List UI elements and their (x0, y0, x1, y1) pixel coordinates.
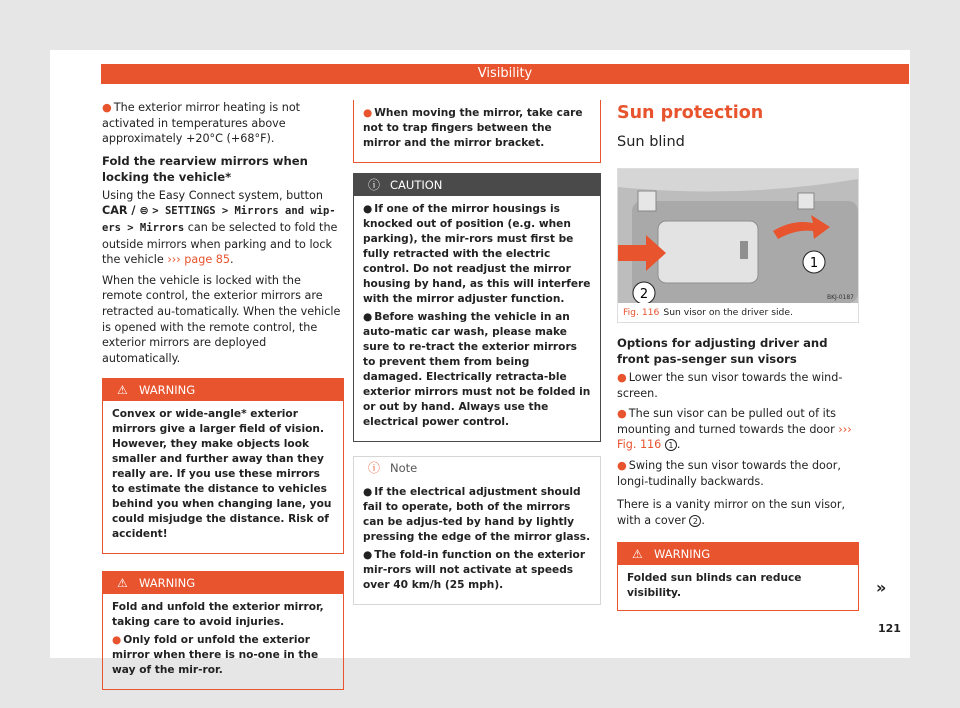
page-number: 121 (878, 622, 901, 635)
warning-continuation (353, 100, 601, 163)
section-heading: Options for adjusting driver and front pas-senger sun visors (617, 336, 828, 366)
note-title: Note (390, 461, 418, 475)
bullet-icon: ● (617, 371, 627, 384)
section-heading: Fold the rearview mirrors when locking the vehicle* (102, 153, 308, 184)
paragraph: When the vehicle is locked with the remote control, the exterior mirrors are retracted au-tomatically. When the vehicle is opened with the remote control, the exterior mirrors are deployed automatically. (102, 273, 341, 365)
continued-marker: » (876, 578, 887, 597)
caution-bullet (363, 310, 591, 430)
note-bar (354, 457, 600, 479)
warning-box (102, 378, 344, 554)
warning-icon: ⚠ (117, 383, 128, 398)
bullet-icon: ● (102, 101, 112, 114)
list-item: ● The sun visor can be pulled out of its mounting and turned towards the door ››› Fig. 116 1 . (617, 407, 852, 452)
bullet-icon: ● (363, 107, 373, 119)
text: If the electrical adjustment should fail to operate, both of the mirrors can be adjus-ted by hand by lightly pressing the edge of the mirror glass. (363, 486, 591, 543)
page-header: Visibility (101, 64, 909, 84)
warning-bar (103, 379, 343, 401)
menu-path: > SETTINGS > Mirrors and wip-ers > Mirrors (102, 205, 336, 234)
caption-text: Sun visor on the driver side. (663, 307, 793, 318)
warning-title: WARNING (654, 547, 711, 562)
figure-label: Fig. 116 (623, 307, 660, 318)
warning-icon: ⚠ (632, 547, 643, 562)
text: Lower the sun visor towards the wind-screen. (617, 371, 843, 400)
callout-1: 1 (809, 256, 819, 271)
bullet-icon: ● (112, 634, 122, 647)
note-icon: ⓘ (368, 461, 381, 475)
figure (617, 168, 859, 323)
info-circle-icon: ⓘ (368, 178, 381, 192)
note-box (353, 456, 601, 605)
sun-visor-illustration (618, 169, 858, 303)
caution-title: CAUTION (390, 178, 443, 192)
subsection-title: Sun blind (617, 134, 685, 150)
text: Only fold or unfold the exterior mirror when there is no-one in the way of the mir-ror. (112, 634, 319, 677)
warning-bar (103, 572, 343, 594)
bullet-icon: ● (363, 203, 373, 215)
warning-box (102, 571, 344, 690)
warning-box (617, 542, 859, 611)
caution-bullet (363, 202, 591, 307)
caution-box (353, 173, 601, 442)
warning-bullet (112, 633, 334, 678)
note-bullet (363, 548, 591, 593)
text: Using the Easy Connect system, button (102, 188, 323, 202)
warning-bullet (363, 106, 591, 151)
warning-text: Folded sun blinds can reduce visibility. (627, 572, 802, 600)
column-3 (617, 100, 859, 611)
figure-caption (623, 306, 793, 320)
text: If one of the mirror housings is knocked out of position (e.g. when parking), the mir-rors must first be fully retracted with the electric control. Do not readjust the mirror housing by hand, as this will interfere with the mirror adjuster function. (363, 203, 591, 305)
caution-bar (354, 174, 600, 196)
note-bullet (363, 485, 591, 545)
text: The exterior mirror heating is not activated in temperatures above approximately +20°C (+68°F). (102, 101, 301, 146)
column-1 (102, 100, 344, 690)
paragraph: Using the Easy Connect system, button CAR / ⊜ > SETTINGS > Mirrors and wip-ers > Mirrors can be selected to fold the outside mirrors when parking and to lock the vehicle ››› page 85. (102, 188, 338, 267)
warning-icon: ⚠ (117, 576, 128, 591)
callout-ref-2: 2 (689, 515, 701, 527)
text: There is a vanity mirror on the sun visor, with a cover (617, 498, 846, 527)
warning-text: Convex or wide-angle* exterior mirrors give a larger field of vision. However, they make objects look smaller and further away than they really are. If you use these mirrors to estimate the distance to vehicles behind you when changing lane, you could misjudge the distance. Risk of accident! (112, 408, 332, 541)
text: The fold-in function on the exterior mir-rors will not activate at speeds over 40 km/h (25 mph). (363, 549, 586, 591)
callout-2: 2 (639, 287, 649, 302)
paragraph (102, 100, 344, 147)
warning-bar (618, 543, 858, 565)
figure-link[interactable]: ››› Fig. 116 (617, 422, 852, 452)
bullet-icon: ● (617, 458, 627, 472)
car-icon: CAR / ⊜ (102, 204, 149, 218)
column-2 (353, 100, 601, 605)
warning-title: WARNING (139, 576, 196, 591)
manual-page (50, 50, 910, 677)
list-item (617, 370, 859, 401)
bullet-icon: ● (617, 407, 627, 421)
callout-ref-1: 1 (665, 439, 677, 451)
list-item (617, 458, 859, 489)
bullet-icon: ● (363, 311, 373, 323)
text: Before washing the vehicle in an auto-matic car wash, please make sure to re-tract the exterior mirrors to prevent them from being damaged. Electrically retracta-ble exterior mirrors must not be folded in or out by hand. Always use the electrical power control. (363, 311, 591, 428)
bullet-icon: ● (363, 549, 373, 561)
warning-text: Fold and unfold the exterior mirror, taking care to avoid injuries. (112, 601, 324, 629)
page-link[interactable]: ››› page 85 (167, 253, 231, 267)
warning-title: WARNING (139, 383, 196, 398)
figure-code: BKJ-0187 (826, 294, 854, 301)
bullet-icon: ● (363, 486, 373, 498)
text: can be selected to fold the outside mirrors when parking and to lock the vehicle (102, 220, 338, 267)
paragraph: There is a vanity mirror on the sun visor, with a cover 2 . (617, 498, 846, 527)
text: The sun visor can be pulled out of its mounting and turned towards the door (617, 407, 836, 436)
text: Swing the sun visor towards the door, longi-tudinally backwards. (617, 458, 841, 488)
section-title: Sun protection (617, 103, 764, 123)
text: When moving the mirror, take care not to trap fingers between the mirror and the mirror bracket. (363, 107, 583, 149)
